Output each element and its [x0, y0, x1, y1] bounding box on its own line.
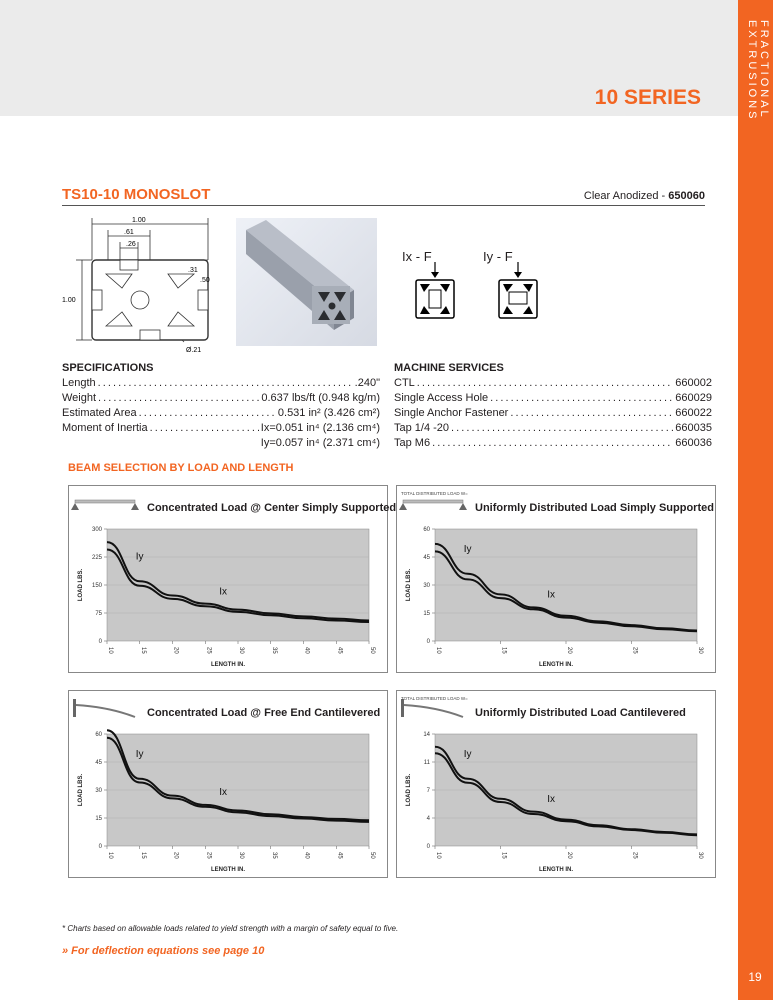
cantilever-beam — [76, 705, 135, 717]
support-left — [399, 503, 407, 510]
y-tick-label: 0 — [426, 844, 430, 850]
beam-icon — [399, 491, 468, 510]
y-tick-label: 7 — [426, 788, 430, 794]
y-tick-label: 75 — [95, 611, 102, 617]
finish-text: Clear Anodized - 650060 — [583, 190, 705, 202]
y-tick-label: 4 — [426, 816, 430, 822]
y-tick-label: 45 — [95, 760, 102, 766]
y-tick-label: 14 — [423, 732, 430, 738]
x-tick-label: 15 — [139, 852, 146, 859]
beam-selection-heading: BEAM SELECTION BY LOAD AND LENGTH — [68, 462, 294, 474]
y-tick-label: 45 — [423, 555, 430, 561]
x-tick-label: 10 — [107, 647, 113, 654]
wall-support — [401, 699, 404, 717]
beam-icon — [71, 500, 139, 510]
x-tick-label: 35 — [270, 852, 277, 859]
cantilever-beam — [404, 705, 463, 717]
y-tick-label: 225 — [91, 555, 102, 561]
x-tick-label: 20 — [566, 647, 572, 654]
dim-31: .31 — [188, 267, 198, 274]
y-tick-label: 60 — [95, 732, 102, 738]
load-label: TOTAL DISTRIBUTED LOAD W= — [401, 491, 468, 496]
series-title: 10 SERIES — [594, 86, 701, 109]
x-tick-label: 15 — [500, 852, 507, 859]
support-right — [459, 503, 467, 510]
chart-title: Uniformly Distributed Load Cantilevered — [475, 707, 686, 719]
x-tick-label: 15 — [139, 647, 146, 654]
dim-61: .61 — [124, 229, 134, 236]
spec-row-inertia-iy: Iy=0.057 in⁴ (2.371 cm⁴) — [260, 437, 380, 449]
x-tick-label: 35 — [270, 647, 277, 654]
spec-row-inertia: Moment of Inertia . . . Ix=0.051 in⁴ (2.136 cm⁴) — [62, 421, 380, 436]
finish-part-number: 650060 — [668, 190, 705, 202]
sidebar-label: FRACTIONAL EXTRUSIONS — [746, 20, 770, 122]
spec-row-area: Estimated Area . . . 0.531 in² (3.426 cm²) — [62, 406, 380, 421]
dim-top: 1.00 — [132, 217, 146, 224]
x-tick-label: 40 — [303, 852, 310, 859]
page-number: 19 — [748, 970, 762, 984]
x-tick-label: 20 — [172, 852, 179, 859]
spec-row-weight: Weight . . . 0.637 lbs/ft (0.948 kg/m) — [62, 391, 380, 406]
spec-row-length: Length . . . .240" — [62, 376, 380, 391]
y-tick-label: 15 — [95, 816, 102, 822]
series-label-iy: Iy — [135, 748, 144, 760]
chart-title: Uniformly Distributed Load Simply Supported — [475, 502, 714, 514]
x-tick-label: 45 — [336, 647, 343, 654]
ix-orientation-diagram — [410, 262, 462, 322]
x-tick-label: 45 — [336, 852, 343, 859]
y-tick-label: 0 — [98, 639, 102, 645]
x-tick-label: 50 — [369, 852, 375, 859]
y-tick-label: 300 — [91, 527, 102, 533]
x-tick-label: 30 — [238, 647, 244, 654]
wall-support — [73, 699, 76, 717]
y-tick-label: 150 — [91, 583, 102, 589]
beam-bar — [75, 500, 135, 503]
series-label-ix: Ix — [219, 786, 228, 798]
x-axis-label: LENGTH IN. — [211, 662, 245, 668]
y-axis-label: LOAD LBS. — [406, 773, 412, 807]
beam-icon — [73, 699, 135, 717]
iy-label: Iy - F — [483, 249, 513, 264]
x-tick-label: 10 — [107, 852, 113, 859]
x-tick-label: 25 — [631, 647, 638, 654]
x-tick-label: 30 — [697, 647, 703, 654]
service-row-anchor: Single Anchor Fastener . . . 660022 — [394, 406, 712, 421]
x-tick-label: 25 — [205, 647, 212, 654]
beam-bar — [403, 500, 463, 503]
x-axis-label: LENGTH IN. — [539, 867, 573, 873]
chart-uniform-simply-supported — [396, 485, 716, 673]
footnote: * Charts based on allowable loads related to yield strength with a margin of safety equal to five. — [62, 924, 399, 933]
chart-end-cantilevered — [68, 690, 388, 878]
y-tick-label: 11 — [423, 760, 430, 766]
support-right — [131, 503, 139, 510]
x-tick-label: 10 — [435, 852, 441, 859]
y-tick-label: 15 — [423, 611, 430, 617]
dim-left: 1.00 — [62, 297, 76, 304]
series-label-ix: Ix — [547, 589, 556, 601]
deflection-link[interactable]: » For deflection equations see page 10 — [62, 945, 265, 957]
product-photo — [236, 218, 377, 346]
machine-services-heading: MACHINE SERVICES — [394, 362, 504, 374]
dim-26: .26 — [126, 241, 136, 248]
y-axis-label: LOAD LBS. — [406, 568, 412, 602]
title-rule — [62, 205, 705, 206]
x-tick-label: 25 — [631, 852, 638, 859]
service-row-ctl: CTL . . . 660002 — [394, 376, 712, 391]
series-label-iy: Iy — [463, 748, 472, 760]
x-tick-label: 20 — [566, 852, 572, 859]
y-axis-label: LOAD LBS. — [78, 568, 84, 602]
series-label-iy: Iy — [463, 543, 472, 555]
chart-uniform-cantilevered — [396, 690, 716, 878]
y-tick-label: 30 — [95, 788, 102, 794]
y-tick-label: 60 — [423, 527, 430, 533]
x-tick-label: 40 — [303, 647, 310, 654]
series-label-ix: Ix — [547, 794, 556, 805]
y-tick-label: 30 — [423, 583, 430, 589]
series-label-iy: Iy — [135, 551, 144, 563]
beam-icon — [401, 696, 468, 717]
chart-center-simply-supported — [68, 485, 397, 673]
y-tick-label: 0 — [426, 639, 430, 645]
product-title: TS10-10 MONOSLOT — [62, 186, 211, 203]
service-row-access-hole: Single Access Hole . . . 660029 — [394, 391, 712, 406]
x-tick-label: 20 — [172, 647, 179, 654]
dim-diameter: Ø.21 — [186, 347, 202, 354]
x-tick-label: 30 — [697, 852, 703, 859]
x-tick-label: 30 — [238, 852, 244, 859]
service-row-tap-quarter: Tap 1/4 -20 . . . 660035 — [394, 421, 712, 436]
x-axis-label: LENGTH IN. — [539, 662, 573, 668]
series-label-ix: Ix — [219, 586, 228, 598]
x-tick-label: 10 — [435, 647, 441, 654]
service-row-tap-m6: Tap M6 . . . 660036 — [394, 436, 712, 451]
iy-orientation-diagram — [493, 262, 545, 322]
x-tick-label: 15 — [500, 647, 507, 654]
y-tick-label: 0 — [98, 844, 102, 850]
ix-label: Ix - F — [402, 249, 432, 264]
specifications-heading: SPECIFICATIONS — [62, 362, 154, 374]
x-tick-label: 50 — [369, 647, 375, 654]
chart-title: Concentrated Load @ Free End Cantilevered — [147, 707, 381, 719]
x-axis-label: LENGTH IN. — [211, 867, 245, 873]
x-tick-label: 25 — [205, 852, 212, 859]
y-axis-label: LOAD LBS. — [78, 773, 84, 807]
support-left — [71, 503, 79, 510]
load-label: TOTAL DISTRIBUTED LOAD W= — [401, 696, 468, 701]
profile-drawing — [62, 210, 232, 360]
dim-50: .50 — [200, 277, 210, 284]
chart-title: Concentrated Load @ Center Simply Supported — [147, 502, 397, 514]
